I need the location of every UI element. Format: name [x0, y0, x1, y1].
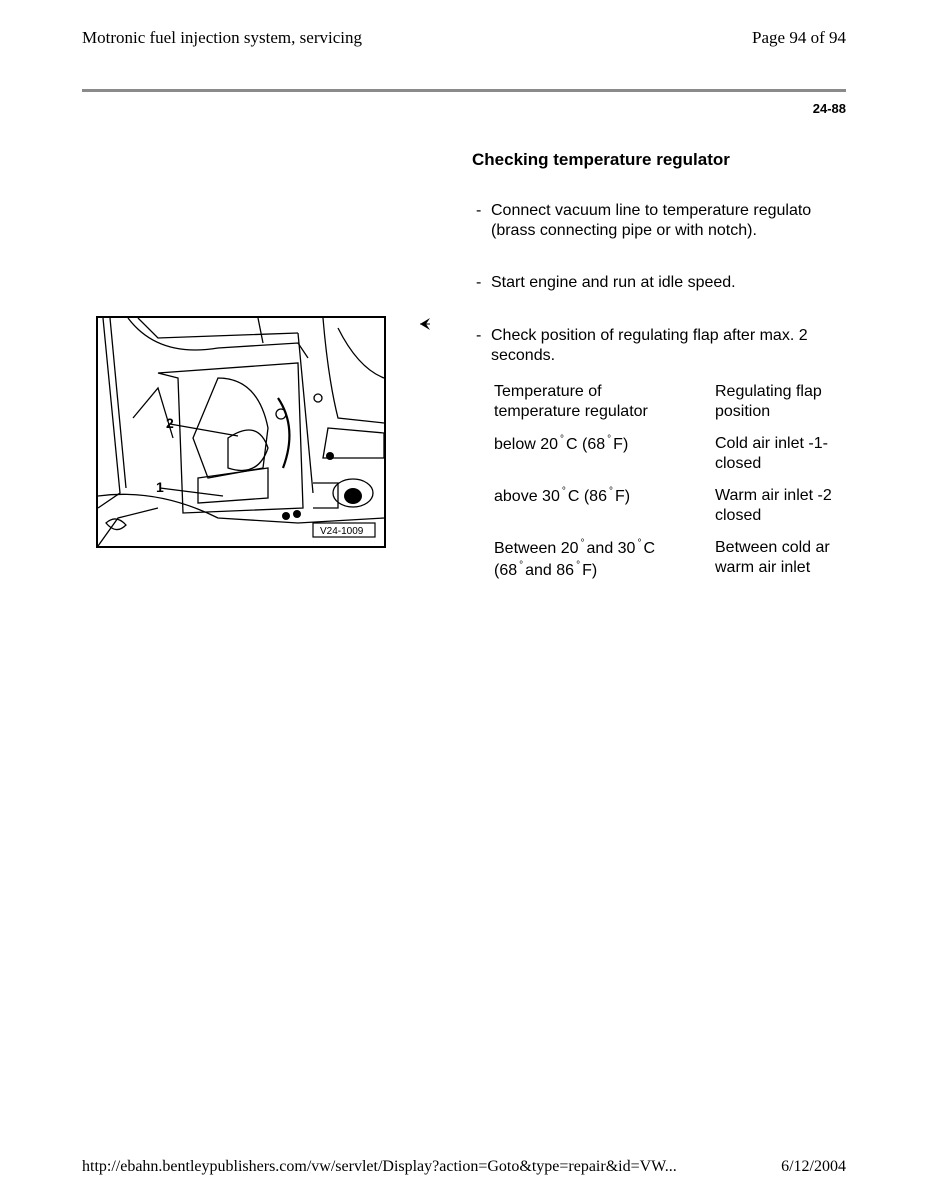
step-text: Connect vacuum line to temperature regulato (brass connecting pipe or with notch). [491, 202, 812, 239]
figure-code: V24-1009 [320, 526, 364, 537]
footer-date: 6/12/2004 [781, 1158, 846, 1175]
header-divider [82, 89, 846, 92]
footer-url: http://ebahn.bentleypublishers.com/vw/servlet/Display?action=Goto&type=repair&id=VW... [82, 1158, 677, 1175]
section-number: 24-88 [812, 101, 846, 116]
step-bullet: - [476, 327, 482, 344]
table-row-2-position: Warm air inlet -2 closed [715, 487, 832, 524]
callout-2: 2 [166, 415, 174, 431]
table-row-1-temperature: below 20 ° C (68 ° F) [494, 434, 629, 453]
page-number: Page 94 of 94 [752, 28, 846, 47]
step-text: Check position of regulating flap after max. 2 seconds. [491, 327, 808, 364]
pointer-arrow-icon [417, 316, 433, 332]
table-header-temperature: Temperature of temperature regulator [494, 383, 648, 420]
instructions-column [470, 195, 847, 595]
document-title: Motronic fuel injection system, servicing [82, 28, 362, 47]
section-heading: Checking temperature regulator [472, 150, 730, 169]
step-bullet: - [476, 274, 482, 291]
step-text: Start engine and run at idle speed. [491, 274, 736, 291]
illustration-figure [96, 316, 386, 548]
table-header-flap-position: Regulating flap position [715, 383, 822, 420]
step-bullet: - [476, 202, 482, 219]
engine-bay-drawing [98, 318, 384, 546]
table-row-3-position: Between cold ar warm air inlet [715, 539, 830, 576]
callout-1: 1 [156, 479, 164, 495]
table-row-1-position: Cold air inlet -1- closed [715, 435, 828, 472]
table-row-2-temperature: above 30 ° C (86 ° F) [494, 486, 631, 505]
table-row-3-temperature: Between 20 ° and 30 ° C (68 ° and 86 ° F) [494, 538, 656, 579]
